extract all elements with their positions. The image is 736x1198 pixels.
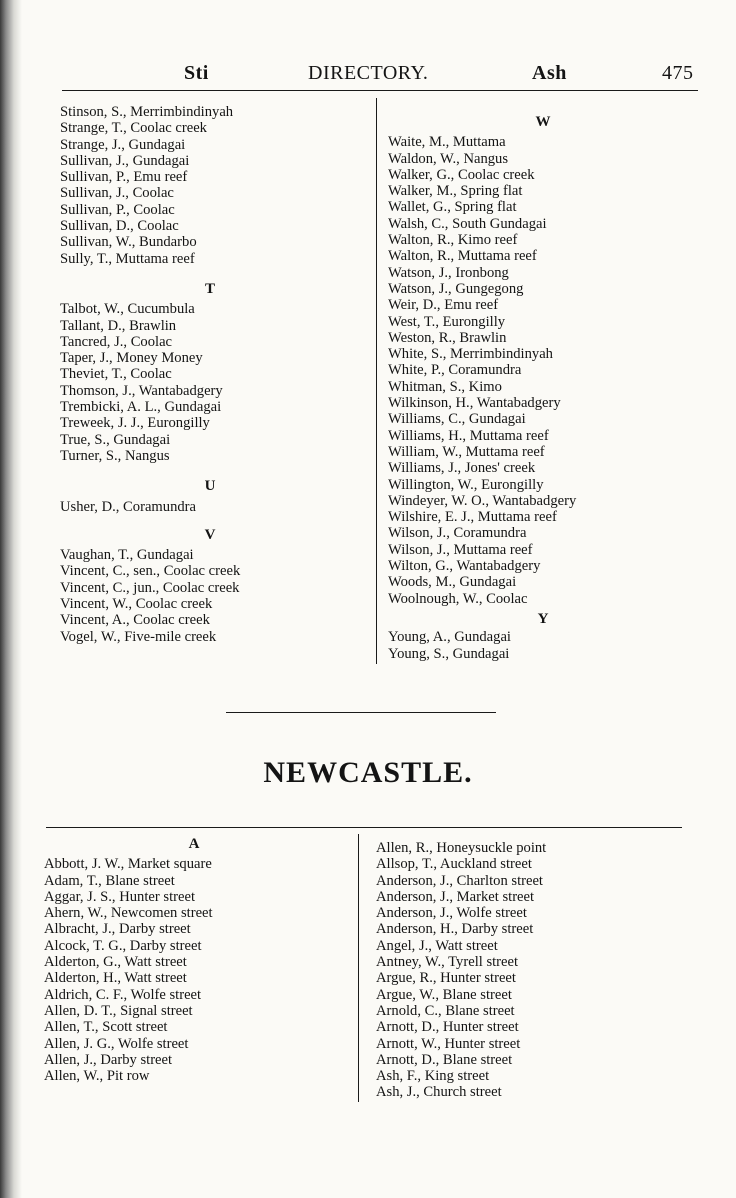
newcastle-left-column <box>44 836 344 1084</box>
letter-heading-t: T <box>204 280 215 297</box>
header-left-guide-word: Sti <box>184 62 209 84</box>
directory-entry: West, T., Eurongilly <box>388 313 506 330</box>
directory-entry: Argue, W., Blane street <box>376 986 512 1003</box>
directory-entry: Wilton, G., Wantabadgery <box>388 558 541 575</box>
header-title: DIRECTORY. <box>308 62 429 84</box>
directory-entry: Treweek, J. J., Eurongilly <box>60 415 210 432</box>
directory-entry: Allen, J. G., Wolfe street <box>44 1035 189 1052</box>
letter-heading-a: A <box>188 836 200 852</box>
upper-right-column <box>388 114 698 662</box>
directory-entry: Wallet, G., Spring flat <box>388 199 517 216</box>
directory-entry: Vincent, W., Coolac creek <box>60 596 213 613</box>
column-divider-lower <box>358 834 359 1102</box>
directory-entry: Tallant, D., Brawlin <box>60 317 177 334</box>
directory-entry: Anderson, J., Charlton street <box>376 872 543 889</box>
section-title-rule <box>46 827 682 828</box>
y-entries-list <box>388 629 698 662</box>
t-entries-list <box>60 301 360 464</box>
directory-entry: Waite, M., Muttama <box>388 134 506 151</box>
directory-entry: Trembicki, A. L., Gundagai <box>60 399 222 416</box>
s-entries-list <box>60 104 360 267</box>
directory-entry: Sully, T., Muttama reef <box>60 250 195 267</box>
directory-entry: Usher, D., Coramundra <box>60 498 196 515</box>
directory-entry: Willington, W., Eurongilly <box>388 476 544 493</box>
directory-entry: William, W., Muttama reef <box>388 443 545 460</box>
directory-entry: Theviet, T., Coolac <box>60 366 172 383</box>
newcastle-right-column <box>376 840 696 1101</box>
directory-entry: Alcock, T. G., Darby street <box>44 937 202 954</box>
directory-entry: Walker, G., Coolac creek <box>388 166 535 183</box>
scanned-page-edge <box>0 0 22 1198</box>
directory-entry: Albracht, J., Darby street <box>44 921 191 938</box>
directory-entry: Wilson, J., Muttama reef <box>388 541 533 558</box>
directory-entry: Ash, F., King street <box>376 1068 490 1085</box>
directory-entry: Vogel, W., Five-mile creek <box>60 628 217 645</box>
directory-entry: Vincent, C., sen., Coolac creek <box>60 563 241 580</box>
directory-entry: Walker, M., Spring flat <box>388 183 523 200</box>
directory-entry: Williams, C., Gundagai <box>388 411 526 428</box>
directory-entry: White, S., Merrimbindinyah <box>388 346 553 363</box>
directory-entry: Weir, D., Emu reef <box>388 297 499 314</box>
directory-entry: Anderson, J., Wolfe street <box>376 905 527 922</box>
directory-entry: White, P., Coramundra <box>388 362 522 379</box>
directory-entry: Young, A., Gundagai <box>388 629 511 646</box>
directory-entry: Young, S., Gundagai <box>388 645 510 662</box>
directory-entry: Angel, J., Watt street <box>376 937 498 954</box>
directory-entry: Antney, W., Tyrell street <box>376 954 519 971</box>
newcastle-left-entries <box>44 856 344 1084</box>
directory-entry: Aggar, J. S., Hunter street <box>44 888 195 905</box>
directory-entry: Argue, R., Hunter street <box>376 970 516 987</box>
directory-entry: Woods, M., Gundagai <box>388 574 517 591</box>
w-entries-list <box>388 134 698 607</box>
directory-entry: Sullivan, P., Emu reef <box>60 169 188 186</box>
directory-entry: Arnott, D., Blane street <box>376 1051 513 1068</box>
directory-entry: True, S., Gundagai <box>60 431 171 448</box>
directory-entry: Sullivan, D., Coolac <box>60 218 179 235</box>
letter-heading-y: Y <box>537 610 549 627</box>
directory-entry: Ahern, W., Newcomen street <box>44 905 213 922</box>
directory-entry: Williams, J., Jones' creek <box>388 460 536 477</box>
directory-entry: Sullivan, J., Gundagai <box>60 152 190 169</box>
directory-entry: Sullivan, J., Coolac <box>60 185 174 202</box>
directory-entry: Allen, R., Honeysuckle point <box>376 840 547 856</box>
directory-entry: Walsh, C., South Gundagai <box>388 215 547 232</box>
newcastle-right-entries <box>376 840 696 1101</box>
directory-entry: Windeyer, W. O., Wantabadgery <box>388 492 577 509</box>
directory-entry: Wilkinson, H., Wantabadgery <box>388 395 561 412</box>
directory-entry: Tancred, J., Coolac <box>60 333 173 350</box>
directory-entry: Sullivan, W., Bundarbo <box>60 234 197 251</box>
page-number: 475 <box>662 62 694 84</box>
directory-entry: Whitman, S., Kimo <box>388 378 502 395</box>
directory-entry: Adam, T., Blane street <box>44 872 175 889</box>
directory-entry: Talbot, W., Cucumbula <box>60 301 195 318</box>
directory-entry: Anderson, J., Market street <box>376 888 535 905</box>
directory-entry: Weston, R., Brawlin <box>388 329 507 346</box>
directory-entry: Allen, W., Pit row <box>44 1068 150 1085</box>
directory-entry: Alderton, H., Watt street <box>44 970 187 987</box>
directory-entry: Watson, J., Gungegong <box>388 280 524 297</box>
directory-entry: Arnold, C., Blane street <box>376 1002 515 1019</box>
column-divider-upper <box>376 98 377 664</box>
directory-entry: Woolnough, W., Coolac <box>388 590 528 607</box>
directory-entry: Arnott, W., Hunter street <box>376 1035 521 1052</box>
directory-entry: Vaughan, T., Gundagai <box>60 547 194 564</box>
directory-entry: Abbott, J. W., Market square <box>44 856 212 873</box>
header-right-guide-word: Ash <box>532 62 567 84</box>
u-entries-list <box>60 499 360 515</box>
section-separator-rule <box>226 712 496 713</box>
directory-entry: Allen, T., Scott street <box>44 1019 168 1036</box>
directory-entry: Vincent, A., Coolac creek <box>60 612 210 629</box>
directory-entry: Thomson, J., Wantabadgery <box>60 382 223 399</box>
letter-heading-u: U <box>204 478 216 495</box>
directory-entry: Strange, T., Coolac creek <box>60 120 207 137</box>
directory-entry: Walton, R., Muttama reef <box>388 248 537 265</box>
directory-entry: Aldrich, C. F., Wolfe street <box>44 986 202 1003</box>
directory-entry: Allen, J., Darby street <box>44 1051 173 1068</box>
letter-heading-v: V <box>204 526 216 543</box>
directory-entry: Allsop, T., Auckland street <box>376 856 532 873</box>
directory-entry: Allen, D. T., Signal street <box>44 1002 193 1019</box>
directory-entry: Wilson, J., Coramundra <box>388 525 527 542</box>
directory-entry: Waldon, W., Nangus <box>388 150 509 167</box>
directory-entry: Sullivan, P., Coolac <box>60 201 175 218</box>
directory-entry: Alderton, G., Watt street <box>44 954 187 971</box>
directory-entry: Wilshire, E. J., Muttama reef <box>388 509 557 526</box>
directory-entry: Stinson, S., Merrimbindinyah <box>60 104 234 120</box>
directory-entry: Walton, R., Kimo reef <box>388 232 518 249</box>
section-title: NEWCASTLE. <box>263 756 473 789</box>
letter-heading-w: W <box>535 114 551 130</box>
directory-entry: Strange, J., Gundagai <box>60 136 186 153</box>
directory-entry: Williams, H., Muttama reef <box>388 427 549 444</box>
directory-entry: Turner, S., Nangus <box>60 447 170 464</box>
upper-left-column <box>60 104 360 645</box>
directory-entry: Vincent, C., jun., Coolac creek <box>60 579 240 596</box>
directory-entry: Anderson, H., Darby street <box>376 921 534 938</box>
running-header <box>62 62 702 90</box>
v-entries-list <box>60 547 360 645</box>
directory-entry: Taper, J., Money Money <box>60 350 203 367</box>
header-rule <box>62 90 698 91</box>
directory-entry: Watson, J., Ironbong <box>388 264 509 281</box>
directory-entry: Arnott, D., Hunter street <box>376 1019 519 1036</box>
directory-entry: Ash, J., Church street <box>376 1084 502 1101</box>
